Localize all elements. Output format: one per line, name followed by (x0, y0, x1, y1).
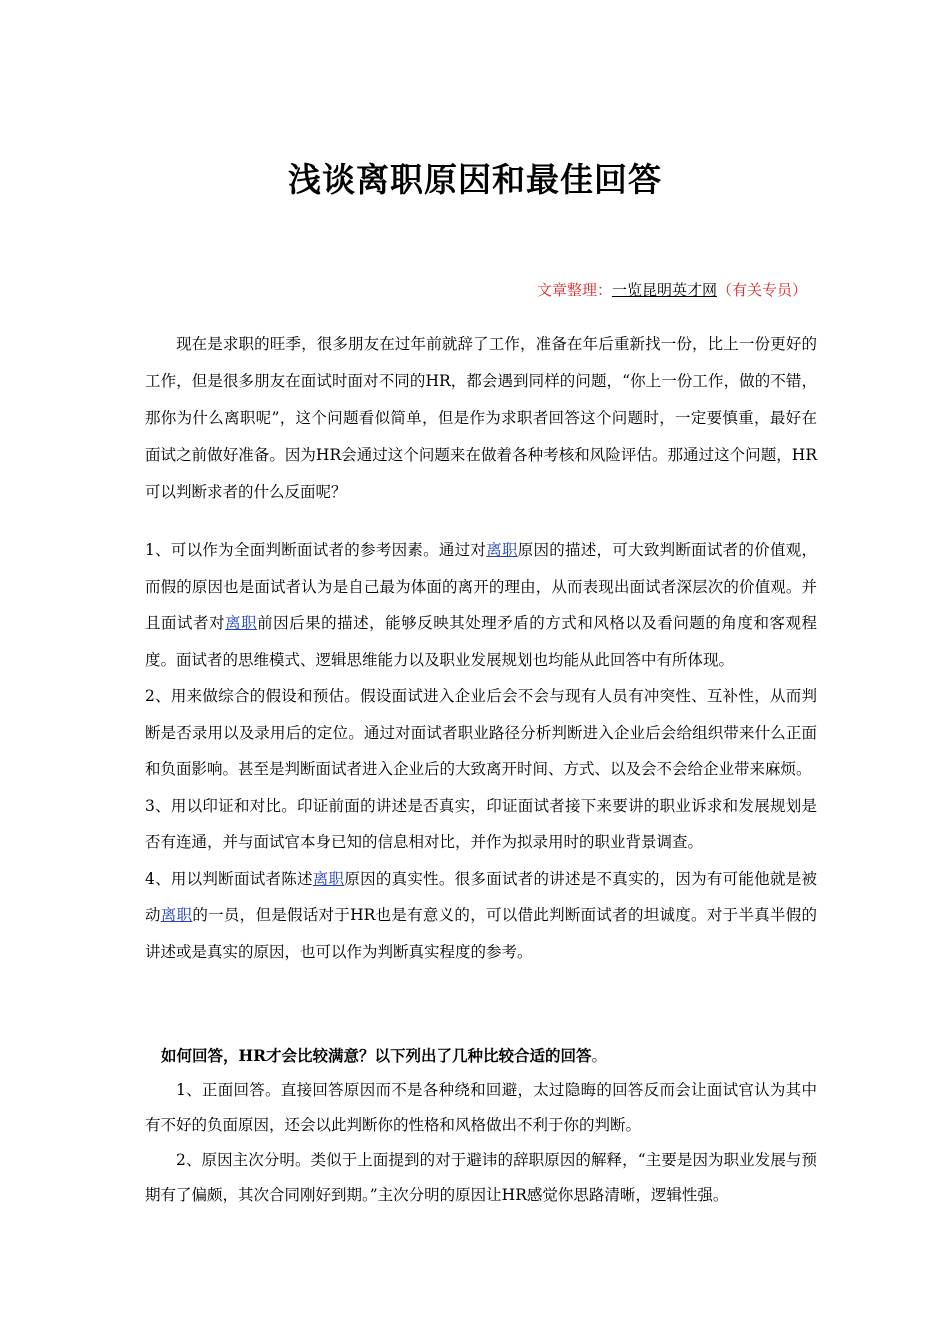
answers-heading (145, 1039, 817, 1073)
document-title: 浅谈离职原因和最佳回答 (288, 160, 662, 199)
point-3: 3、用以印证和对比。印证前面的讲述是否真实，印证面试者接下来要讲的职业诉求和发展规划是否有连通，并与面试官本身已知的信息相对比，并作为拟录用时的职业背景调查。 (145, 796, 817, 851)
point-1-text-c: 前因后果的描述，能够反映其处理矛盾的方式和风格以及看问题的角度和客观程度。面试者的思维模式、逻辑思维能力以及职业发展规划也均能从此回答中有所体现。 (145, 614, 817, 669)
point-4-text-a: 4、用以判断面试者陈述 (145, 869, 313, 888)
point-1 (145, 532, 817, 678)
point-1-text-b: 原因的描述，可大致判断面试者的价值观，而假的原因也是面试者认为是自己最为体面的离开的理由，从而表现出面试者深层次的价值观。并且面试者对 (145, 541, 817, 632)
intro-section (145, 326, 817, 511)
answer-1: 1、正面回答。直接回答原因而不是各种绕和回避，太过隐晦的回答反而会让面试官认为其中有不好的负面原因，还会以此判断你的性格和风格做出不利于你的判断。 (145, 1081, 817, 1134)
point-4-text-c: 的一员，但是假话对于HR也是有意义的，可以借此判断面试者的坦诚度。对于半真半假的讲述或是真实的原因，也可以作为判断真实程度的参考。 (145, 906, 817, 961)
answers-heading-text: 如何回答，HR才会比较满意？以下列出了几种比较合适的回答 (161, 1046, 592, 1065)
answer-2: 2、原因主次分明。类似于上面提到的对于避讳的辞职原因的解释，“主要是因为职业发展与预期有了偏颇，其次合同刚好到期。”主次分明的原因让HR感觉你思路清晰，逻辑性强。 (145, 1151, 817, 1204)
point-4-text-b: 原因的真实性。很多面试者的讲述是不真实的，因为有可能他就是被动 (145, 869, 817, 924)
keyword-link[interactable]: 离职 (225, 614, 258, 632)
point-2: 2、用来做综合的假设和预估。假设面试进入企业后会不会与现有人员有冲突性、互补性，从而判断是否录用以及录用后的定位。通过对面试者职业路径分析判断进入企业后会给组织带来什么正面和负面影响。甚至是判断面试者进入企业后的大致离开时间、方式、以及会不会给企业带来麻烦。 (145, 687, 817, 778)
answers-section (145, 1039, 817, 1213)
keyword-link[interactable]: 离职 (486, 541, 518, 559)
byline-site-link[interactable]: 一览昆明英才网 (611, 281, 717, 299)
byline (537, 279, 807, 300)
intro-paragraph: 现在是求职的旺季，很多朋友在过年前就辞了工作，准备在年后重新找一份，比上一份更好的工作，但是很多朋友在面试时面对不同的HR，都会遇到同样的问题，“你上一份工作，做的不错，那你为什么离职呢”，这个问题看似简单，但是作为求职者回答这个问题时，一定要慎重，最好在面试之前做好准备。因为HR会通过这个问题来在做着各种考核和风险评估。那通过这个问题，HR可以判断求者的什么反面呢？ (145, 335, 817, 501)
point-4 (145, 861, 817, 971)
byline-prefix: 文章整理： (536, 281, 612, 299)
keyword-link[interactable]: 离职 (160, 906, 193, 924)
keyword-link[interactable]: 离职 (312, 869, 345, 888)
points-section (145, 532, 817, 970)
byline-suffix: （有关专员） (716, 281, 807, 299)
point-1-text-a: 1、可以作为全面判断面试者的参考因素。通过对 (145, 541, 487, 559)
answers-heading-end: 。 (591, 1047, 608, 1065)
